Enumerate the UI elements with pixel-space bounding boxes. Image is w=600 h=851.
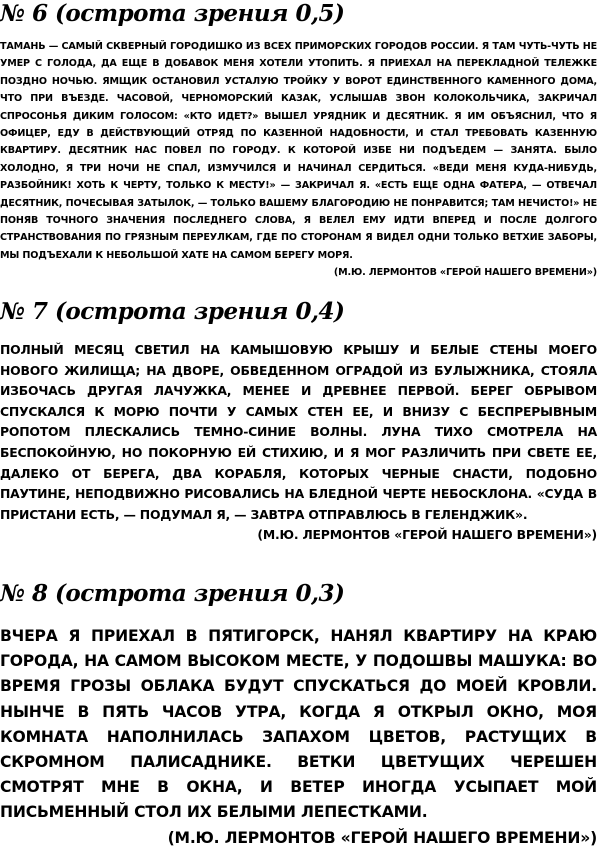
section-7-credit: (М.Ю. ЛЕРМОНТОВ «ГЕРОЙ НАШЕГО ВРЕМЕНИ») [257, 527, 597, 543]
section-8-block [0, 624, 597, 851]
section-6-text: ТАМАНЬ — САМЫЙ СКВЕРНЫЙ ГОРОДИШКО ИЗ ВСЕХ ПРИМОРСКИХ ГОРОДОВ РОССИИ. Я ТАМ ЧУТЬ-ЧУТЬ НЕ УМЕР С ГОЛОДА, ДА ЕЩЕ В ДОБАВОК МЕНЯ ХОТЕЛИ УТОПИТЬ. Я ПРИЕХАЛ НА ПЕРЕКЛАДНОЙ ТЕЛЕЖКЕ ПОЗДНО НОЧЬЮ. ЯМЩИК ОСТАНОВИЛ УСТАЛУЮ ТРОЙКУ У ВОРОТ ЕДИНСТВЕННОГО КАМЕННОГО ДОМА, ЧТО ПРИ ВЪЕЗДЕ. ЧАСОВОЙ, ЧЕРНОМОРСКИЙ КАЗАК, УСЛЫШАВ ЗВОН КОЛОКОЛЬЧИКА, ЗАКРИЧАЛ СПРОСОНЬЯ ДИКИМ ГОЛОСОМ: «КТО ИДЕТ?» ВЫШЕЛ УРЯДНИК И ДЕСЯТНИК. Я ИМ ОБЪЯСНИЛ, ЧТО Я ОФИЦЕР, ЕДУ В ДЕЙСТВУЮЩИЙ ОТРЯД ПО КАЗЕННОЙ НАДОБНОСТИ, И СТАЛ ТРЕБОВАТЬ КАЗЕННУЮ КВАРТИРУ. ДЕСЯТНИК НАС ПОВЕЛ ПО ГОРОДУ. К КОТОРОЙ ИЗБЕ НИ ПОДЪЕДЕМ — ЗАНЯТА. БЫЛО ХОЛОДНО, Я ТРИ НОЧИ НЕ СПАЛ, ИЗМУЧИЛСЯ И НАЧИНАЛ СЕРДИТЬСЯ. «ВЕДИ МЕНЯ КУДА-НИБУДЬ, РАЗБОЙНИК! ХОТЬ К ЧЕРТУ, ТОЛЬКО К МЕСТУ!» — ЗАКРИЧАЛ Я. «ЕСТЬ ЕЩЕ ОДНА ФАТЕРА, — ОТВЕЧАЛ ДЕСЯТНИК, ПОЧЕСЫВАЯ ЗАТЫЛОК, — ТОЛЬКО ВАШЕМУ БЛАГОРОДИЮ НЕ ПОНРАВИТСЯ; ТАМ НЕЧИСТО!» НЕ ПОНЯВ ТОЧНОГО ЗНАЧЕНИЯ ПОСЛЕДНЕГО СЛОВА, Я ВЕЛЕЛ ЕМУ ИДТИ ВПЕРЕД И ПОСЛЕ ДОЛГОГО СТРАНСТВОВАНИЯ ПО ГРЯЗНЫМ ПЕРЕУЛКАМ, ГДЕ ПО СТОРОНАМ Я ВИДЕЛ ОДНИ ТОЛЬКО ВЕТХИЕ ЗАБОРЫ, МЫ ПОДЪЕХАЛИ К НЕБОЛЬШОЙ ХАТЕ НА САМОМ БЕРЕГУ МОРЯ. [0, 41, 597, 261]
section-6-heading: № 6 (острота зрения 0,5) [0, 0, 345, 27]
section-6-block [0, 38, 597, 282]
section-8-text: ВЧЕРА Я ПРИЕХАЛ В ПЯТИГОРСК, НАНЯЛ КВАРТИРУ НА КРАЮ ГОРОДА, НА САМОМ ВЫСОКОМ МЕСТЕ, У ПОДОШВЫ МАШУКА: ВО ВРЕМЯ ГРОЗЫ ОБЛАКА БУДУТ СПУСКАТЬСЯ ДО МОЕЙ КРОВЛИ. НЫНЧЕ В ПЯТЬ ЧАСОВ УТРА, КОГДА Я ОТКРЫЛ ОКНО, МОЯ КОМНАТА НАПОЛНИЛАСЬ ЗАПАХОМ ЦВЕТОВ, РАСТУЩИХ В СКРОМНОМ ПАЛИСАДНИКЕ. ВЕТКИ ЦВЕТУЩИХ ЧЕРЕШЕН СМОТРЯТ МНЕ В ОКНА, И ВЕТЕР ИНОГДА УСЫПАЕТ МОЙ ПИСЬМЕННЫЙ СТОЛ ИХ БЕЛЫМИ ЛЕПЕСТКАМИ. [0, 627, 597, 822]
section-7-text: ПОЛНЫЙ МЕСЯЦ СВЕТИЛ НА КАМЫШОВУЮ КРЫШУ И БЕЛЫЕ СТЕНЫ МОЕГО НОВОГО ЖИЛИЩА; НА ДВОРЕ, ОБВЕДЕННОМ ОГРАДОЙ ИЗ БУЛЫЖНИКА, СТОЯЛА ИЗБОЧАСЬ ДРУГАЯ ЛАЧУЖКА, МЕНЕЕ И ДРЕВНЕЕ ПЕРВОЙ. БЕРЕГ ОБРЫВОМ СПУСКАЛСЯ К МОРЮ ПОЧТИ У САМЫХ СТЕН ЕЕ, И ВНИЗУ С БЕСПРЕРЫВНЫМ РОПОТОМ ПЛЕСКАЛИСЬ ТЕМНО-СИНИЕ ВОЛНЫ. ЛУНА ТИХО СМОТРЕЛА НА БЕСПОКОЙНУЮ, НО ПОКОРНУЮ ЕЙ СТИХИЮ, И Я МОГ РАЗЛИЧИТЬ ПРИ СВЕТЕ ЕЕ, ДАЛЕКО ОТ БЕРЕГА, ДВА КОРАБЛЯ, КОТОРЫХ ЧЕРНЫЕ СНАСТИ, ПОДОБНО ПАУТИНЕ, НЕПОДВИЖНО РИСОВАЛИСЬ НА БЛЕДНОЙ ЧЕРТЕ НЕБОСКЛОНА. «СУДА В ПРИСТАНИ ЕСТЬ, — ПОДУМАЛ Я, — ЗАВТРА ОТПРАВЛЮСЬ В ГЕЛЕНДЖИК». [0, 342, 597, 522]
section-6-credit: (М.Ю. ЛЕРМОНТОВ «ГЕРОЙ НАШЕГО ВРЕМЕНИ») [333, 267, 597, 279]
section-8-heading: № 8 (острота зрения 0,3) [0, 580, 345, 607]
section-8-credit: (М.Ю. ЛЕРМОНТОВ «ГЕРОЙ НАШЕГО ВРЕМЕНИ») [167, 828, 597, 847]
section-7-heading: № 7 (острота зрения 0,4) [0, 298, 345, 325]
section-7-block [0, 340, 597, 546]
